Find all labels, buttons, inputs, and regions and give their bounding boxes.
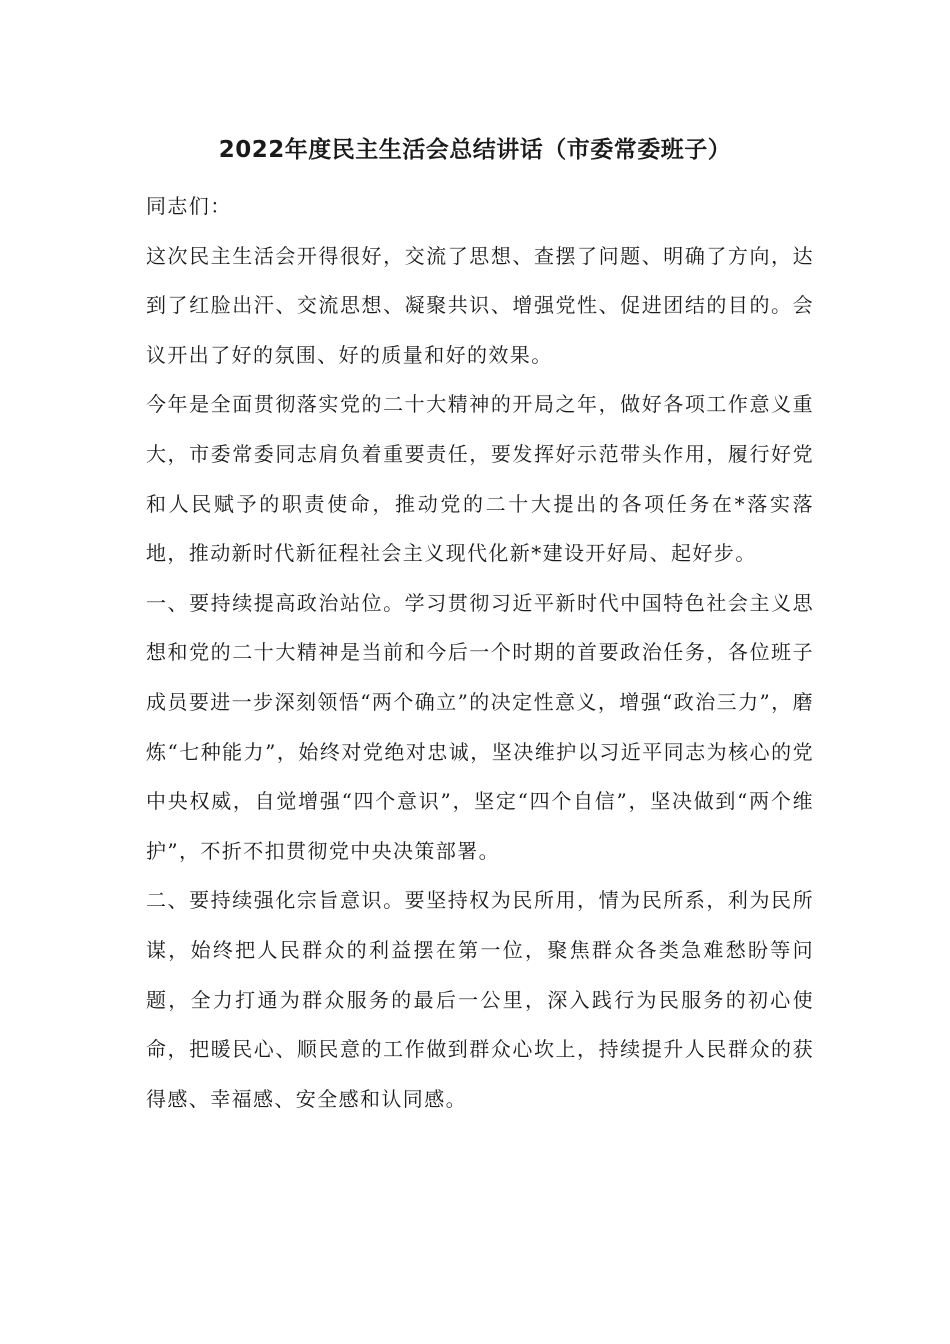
salutation: 同志们：: [146, 194, 232, 218]
paragraph-point-2: 二、要持续强化宗旨意识。要坚持权为民所用，情为民所系，利为民所谋，始终把人民群众的利益摆在第一位，聚焦群众各类急难愁盼等问题，全力打通为群众服务的最后一公里，深入践行为民服务的初心使命，把暖民心、顺民意的工作做到群众心坎上，持续提升人民群众的获得感、幸福感、安全感和认同感。: [146, 888, 814, 1111]
document-body: [146, 182, 814, 1124]
document-title: 2022年度民主生活会总结讲话（市委常委班子）: [218, 137, 732, 163]
paragraph-opening: 这次民主生活会开得很好，交流了思想、查摆了问题、明确了方向，达到了红脸出汗、交流思想、凝聚共识、增强党性、促进团结的目的。会议开出了好的氛围、好的质量和好的效果。: [146, 243, 814, 367]
paragraph-point-1: 一、要持续提高政治站位。学习贯彻习近平新时代中国特色社会主义思想和党的二十大精神是当前和今后一个时期的首要政治任务，各位班子成员要进一步深刻领悟“两个确立”的决定性意义，增强“政治三力”，磨炼“七种能力”，始终对党绝对忠诚，坚决维护以习近平同志为核心的党中央权威，自觉增强“四个意识”，坚定“四个自信”，坚决做到“两个维护”，不折不扣贯彻党中央决策部署。: [146, 590, 814, 863]
paragraph-context: 今年是全面贯彻落实党的二十大精神的开局之年，做好各项工作意义重大，市委常委同志肩负着重要责任，要发挥好示范带头作用，履行好党和人民赋予的职责使命，推动党的二十大提出的各项任务在*落实落地，推动新时代新征程社会主义现代化新*建设开好局、起好步。: [146, 392, 814, 566]
